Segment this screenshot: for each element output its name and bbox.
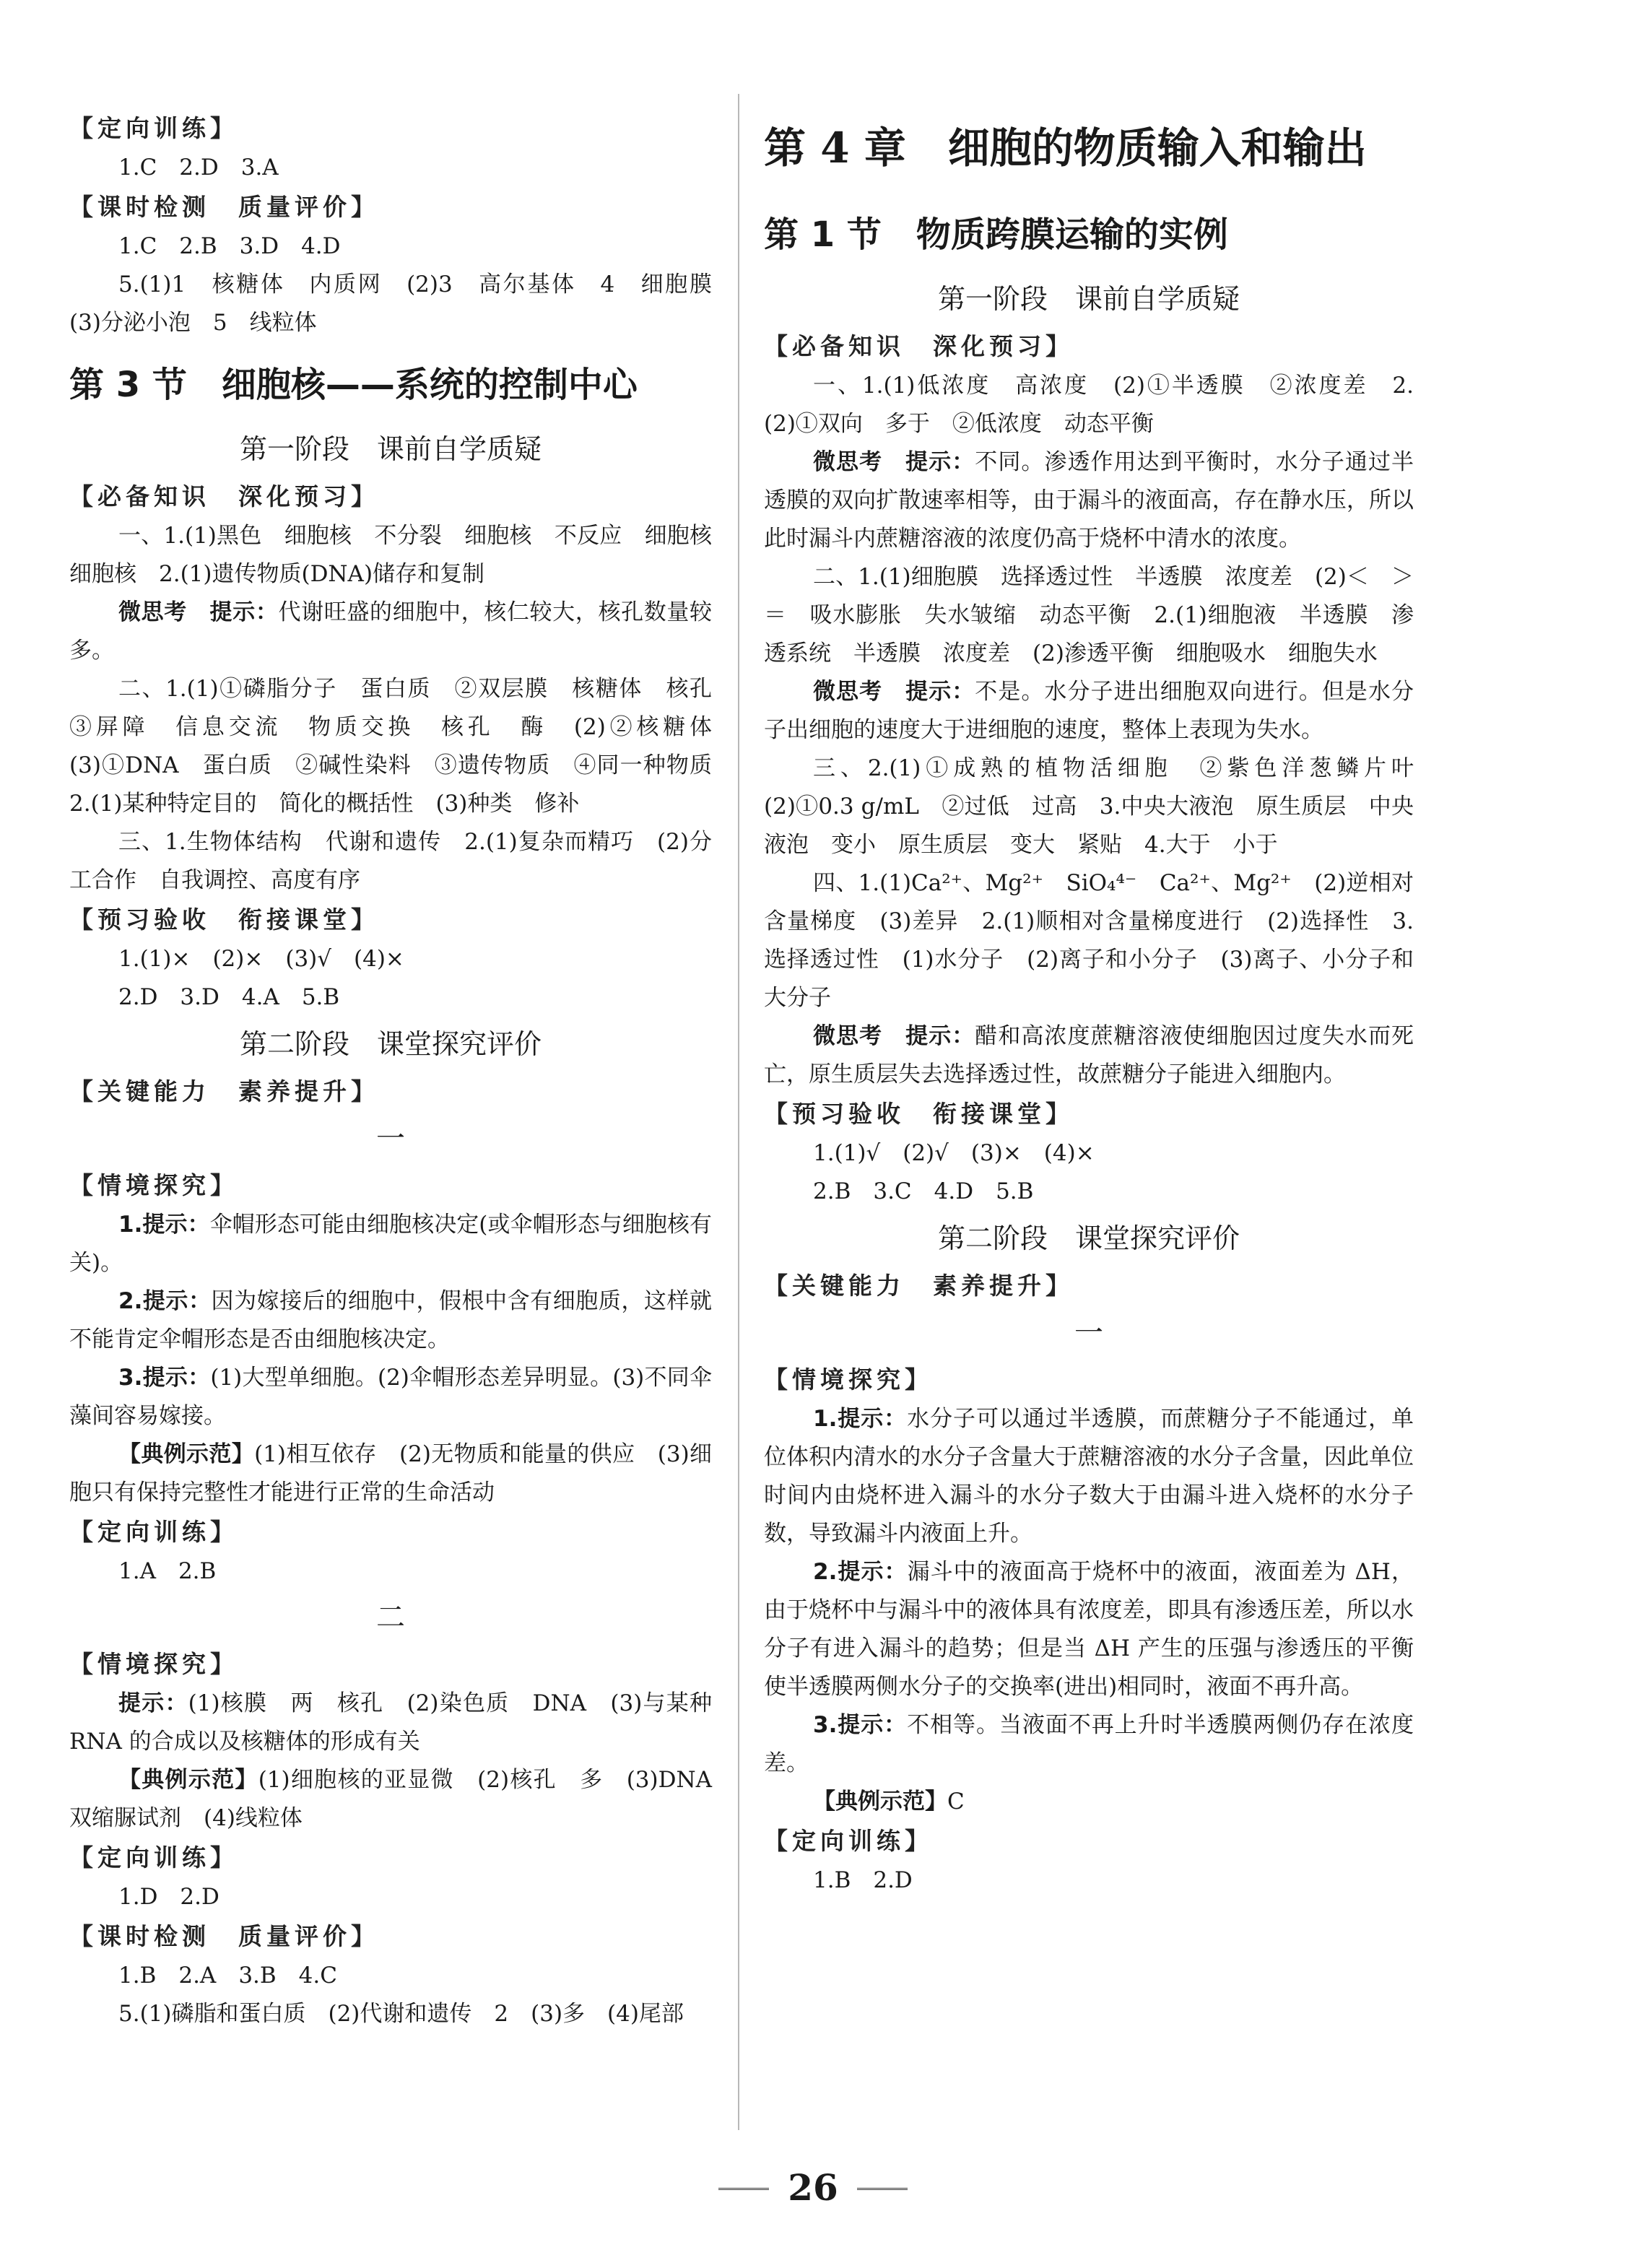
section-tag: 【课时检测 质量评价】 [69,193,379,221]
answer-text: 漏斗中的液面高于烧杯中的液面，液面差为 ΔH，由于烧杯中与漏斗中的液体具有浓度差，即具有渗透压差，所以水分子有进入漏斗的趋势；但是当 ΔH 产生的压强与渗透压的平衡使半透膜两侧水分子的交换率(进出)相同时，液面不再升高。 [764,1559,1414,1700]
stage-heading: 第二阶段 课堂探究评价 [937,1222,1240,1254]
part-number: 二 [376,1601,405,1634]
answer-text: C [947,1789,965,1815]
answer-paragraph: 1.B 2.D [813,1867,913,1893]
answer-paragraph: 2.B 3.C 4.D 5.B [813,1178,1034,1204]
answer-text: (1)相互依存 (2)无物质和能量的供应 (3)细胞只有保持完整性才能进行正常的生命活动 [69,1441,713,1506]
section-tag: 【必备知识 深化预习】 [69,482,379,510]
answer-text: (1)大型单细胞。(2)伞帽形态差异明显。(3)不同伞藻间容易嫁接。 [69,1365,712,1429]
answer-text: 不相等。当液面不再上升时半透膜两侧仍存在浓度差。 [764,1712,1414,1776]
right-column [764,108,1436,1900]
section-tag: 【预习验收 衔接课堂】 [69,905,379,934]
part-number: 一 [1074,1316,1103,1350]
answer-paragraph: 二、1.(1)①磷脂分子 蛋白质 ②双层膜 核糖体 核孔 ③屏障 信息交流 物质交换 核孔 酶 (2)②核糖体 (3)①DNA 蛋白质 ②碱性染料 ③遗传物质 ④同一种物质 2.(1)某种特定目的 简化的概括性 (3)种类 修补 [69,676,734,817]
section-tag: 【情境探究】 [764,1365,933,1394]
answer-text: 因为嫁接后的细胞中，假根中含有细胞质，这样就不能肯定伞帽形态是否由细胞核决定。 [69,1288,712,1352]
section-tag: 【情境探究】 [69,1650,238,1678]
section-tag: 【情境探究】 [69,1171,238,1199]
answer-paragraph: 5.(1)1 核糖体 内质网 (2)3 高尔基体 4 细胞膜 (3)分泌小泡 5 线粒体 [69,271,734,336]
answer-label: 微思考 提示： [813,1023,975,1049]
stage-heading: 第二阶段 课堂探究评价 [239,1028,542,1060]
section-tag: 【关键能力 素养提升】 [69,1077,379,1105]
answer-paragraph [69,1206,712,1282]
answer-paragraph: 一、1.(1)黑色 细胞核 不分裂 细胞核 不反应 细胞核 细胞核 2.(1)遗传物质(DNA)储存和复制 [69,523,734,587]
answer-paragraph [69,594,712,670]
section-title: 第 1 节 物质跨膜运输的实例 [764,214,1228,255]
answer-paragraph [764,1706,1414,1783]
answer-paragraph [69,1359,712,1435]
answer-text: 代谢旺盛的细胞中，核仁较大，核孔数量较多。 [69,599,713,664]
section-tag: 【定向训练】 [69,1518,238,1546]
answer-label: 【典例示范】 [118,1441,255,1467]
answer-label: 1.提示： [118,1212,210,1238]
page-footer [0,2166,1626,2209]
answer-paragraph: 5.(1)磷脂和蛋白质 (2)代谢和遗传 2 (3)多 (4)尾部 [118,2001,684,2027]
answer-paragraph [764,1017,1414,1094]
answer-text: 醋和高浓度蔗糖溶液使细胞因过度失水而死亡，原生质层失去选择透过性，故蔗糖分子能进入细胞内。 [764,1023,1414,1087]
answer-paragraph [764,443,1414,558]
answer-label: 【典例示范】 [118,1767,258,1793]
page-number: 26 [788,2166,838,2209]
section-tag: 【定向训练】 [69,114,238,142]
answer-paragraph: 三、2.(1)①成熟的植物活细胞 ②紫色洋葱鳞片叶 (2)①0.3 g/mL ②过低 过高 3.中央大液泡 原生质层 中央液泡 变小 原生质层 变大 紧贴 4.大于 小于 [764,755,1436,858]
answer-paragraph [69,1685,712,1761]
answer-text: 水分子可以通过半透膜，而蔗糖分子不能通过，单位体积内清水的水分子含量大于蔗糖溶液的水分子含量，因此单位时间内由烧杯进入漏斗的水分子数大于由漏斗进入烧杯的水分子数，导致漏斗内液面上升。 [764,1406,1414,1547]
section-tag: 【定向训练】 [764,1827,933,1855]
answer-paragraph [764,1400,1414,1553]
answer-paragraph: 1.(1)√ (2)√ (3)× (4)× [813,1140,1095,1166]
stage-heading: 第一阶段 课前自学质疑 [937,283,1240,315]
answer-label: 微思考 提示： [813,679,975,705]
footer-left-rule [718,2188,769,2194]
answer-paragraph: 2.D 3.D 4.A 5.B [118,984,340,1010]
answer-label: 提示： [118,1690,188,1716]
answer-paragraph: 1.C 2.B 3.D 4.D [118,233,341,259]
footer-right-rule [857,2188,908,2194]
answer-label: 微思考 提示： [118,599,279,625]
chapter-title: 第 4 章 细胞的物质输入和输出 [764,123,1367,173]
answer-paragraph [764,1783,1414,1821]
answer-label: 3.提示： [813,1712,908,1738]
answer-label: 2.提示： [813,1559,908,1585]
section-tag: 【课时检测 质量评价】 [69,1922,379,1950]
section-title: 第 3 节 细胞核——系统的控制中心 [69,365,638,405]
answer-paragraph: 1.B 2.A 3.B 4.C [118,1963,337,1989]
answer-paragraph [69,1761,734,1838]
column-divider [738,94,739,2130]
answer-paragraph: 四、1.(1)Ca²⁺、Mg²⁺ SiO₄⁴⁻ Ca²⁺、Mg²⁺ (2)逆相对含量梯度 (3)差异 2.(1)顺相对含量梯度进行 (2)选择性 3.选择透过性 (1)水分子 (2)离子和小分子 (3)离子、小分子和大分子 [764,870,1414,1011]
answer-paragraph [69,1282,712,1359]
left-column [69,108,734,2033]
stage-heading: 第一阶段 课前自学质疑 [239,433,542,465]
answer-paragraph: 1.(1)× (2)× (3)√ (4)× [118,946,404,972]
section-tag: 【定向训练】 [69,1843,238,1872]
part-number: 一 [376,1122,405,1155]
answer-paragraph [764,1553,1414,1706]
section-tag: 【关键能力 素养提升】 [764,1272,1074,1300]
answer-paragraph [69,1435,712,1512]
answer-text: (1)核膜 两 核孔 (2)染色质 DNA (3)与某种 RNA 的合成以及核糖体的形成有关 [69,1690,712,1755]
section-tag: 【预习验收 衔接课堂】 [764,1100,1074,1128]
answer-label: 微思考 提示： [813,449,975,475]
answer-text: 不是。水分子进出细胞双向进行。但是水分子出细胞的速度大于进细胞的速度，整体上表现为失水。 [764,679,1414,743]
answer-paragraph: 1.D 2.D [118,1884,219,1910]
answer-paragraph [764,673,1414,750]
answer-text: (1)细胞核的亚显微 (2)核孔 多 (3)DNA 双缩脲试剂 (4)线粒体 [69,1767,734,1831]
answer-paragraph: 一、1.(1)低浓度 高浓度 (2)①半透膜 ②浓度差 2.(2)①双向 多于 ②低浓度 动态平衡 [764,373,1414,437]
answer-paragraph: 三、1.生物体结构 代谢和遗传 2.(1)复杂而精巧 (2)分工合作 自我调控、高度有序 [69,829,712,893]
answer-label: 1.提示： [813,1406,908,1432]
answer-text: 不同。渗透作用达到平衡时，水分子通过半透膜的双向扩散速率相等，由于漏斗的液面高，存在静水压，所以此时漏斗内蔗糖溶液的浓度仍高于烧杯中清水的浓度。 [764,449,1414,552]
answer-label: 3.提示： [118,1365,211,1391]
answer-paragraph: 1.A 2.B [118,1558,217,1584]
section-tag: 【必备知识 深化预习】 [764,332,1074,360]
answer-paragraph: 二、1.(1)细胞膜 选择透过性 半透膜 浓度差 (2)＜ ＞ ＝ 吸水膨胀 失水皱缩 动态平衡 2.(1)细胞液 半透膜 渗透系统 半透膜 浓度差 (2)渗透平衡 细胞吸水 细胞失水 [764,564,1436,666]
answer-label: 【典例示范】 [813,1789,947,1815]
answer-label: 2.提示： [118,1288,212,1314]
answer-paragraph: 1.C 2.D 3.A [118,155,279,181]
answer-text: 伞帽形态可能由细胞核决定(或伞帽形态与细胞核有关)。 [69,1212,712,1276]
